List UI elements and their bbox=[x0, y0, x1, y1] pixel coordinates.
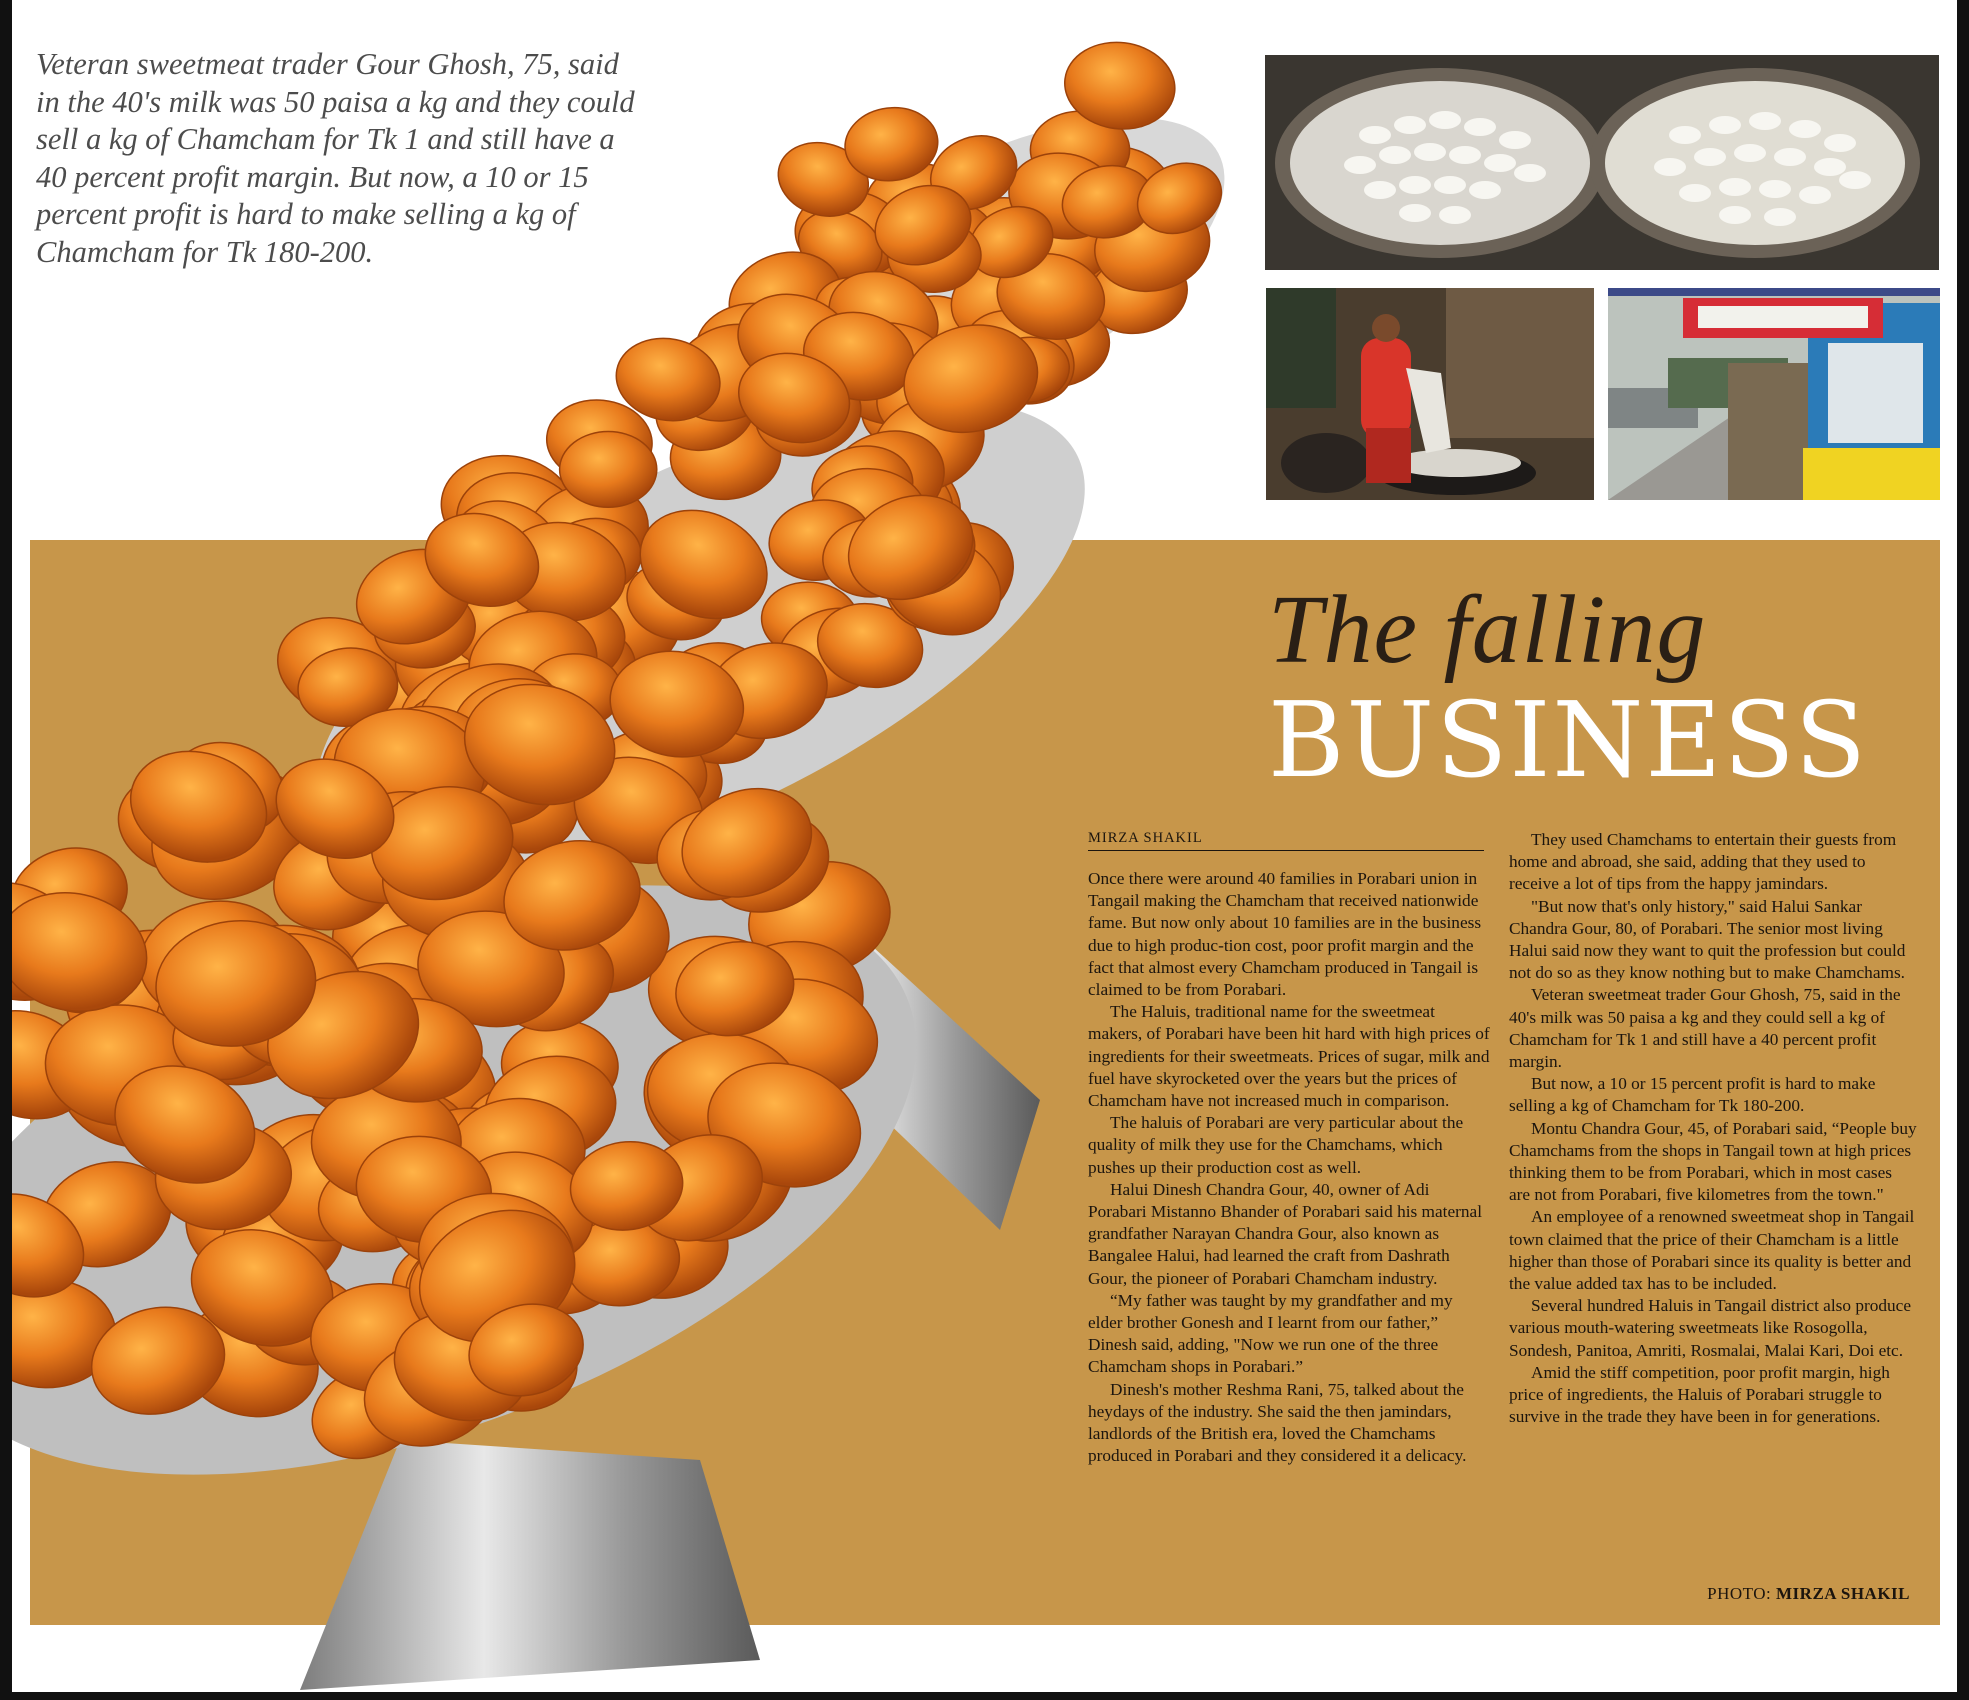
headline-line-2: BUSINESS bbox=[1268, 679, 1868, 801]
photo-credit bbox=[1620, 1584, 1910, 1604]
pull-quote: Veteran sweetmeat trader Gour Ghosh, 75, said in the 40's milk was 50 paisa a kg and they could sell a kg of Chamcham for Tk 1 and still have a 40 percent profit margin. But now, a 10 or 15 percent profit is hard to make selling a kg of Chamcham for Tk 180-200. bbox=[36, 47, 635, 269]
paragraph: Halui Dinesh Chandra Gour, 40, owner of Adi Porabari Mistanno Bhander of Porabari said his maternal grandfather Narayan Chandra Gour, also known as Bangalee Halui, had learned the craft from Dashrath Gour, the pioneer of Porabari Chamcham industry. bbox=[1088, 1179, 1483, 1288]
photo-credit-name: MIRZA SHAKIL bbox=[1776, 1584, 1910, 1603]
paragraph: Several hundred Haluis in Tangail district also produce various mouth-watering sweetmeats like Rosogolla, Sondesh, Panitoa, Amriti, Rosmalai, Malai Kari, Doi etc. bbox=[1509, 1296, 1912, 1360]
paragraph: Montu Chandra Gour, 45, of Porabari said, “People buy Chamchams from the shops in Tangail town at high prices thinking them to be from Porabari, which in most cases are not from Porabari, five kilometres from the town." bbox=[1509, 1118, 1917, 1205]
article-column-2 bbox=[1509, 829, 1917, 1428]
byline: MIRZA SHAKIL bbox=[1088, 830, 1203, 846]
headline bbox=[1268, 576, 1908, 801]
photo-white-sweets bbox=[1265, 55, 1939, 270]
photo-porabari-street bbox=[1608, 288, 1940, 500]
paragraph: Amid the stiff competition, poor profit margin, high price of ingredients, the Haluis of Porabari struggle to survive in the trade they have been in for generations. bbox=[1509, 1362, 1890, 1427]
paragraph: "But now that's only history," said Halui Sankar Chandra Gour, 80, of Porabari. The senior most living Halui said now they want to quit the profession but could not do so as they know nothing but to make Chamchams. bbox=[1509, 896, 1906, 983]
paragraph: Once there were around 40 families in Porabari union in Tangail making the Chamcham that received nationwide fame. But now only about 10 families are in the business due to high produc-tion cost, poor profit margin and the fact that almost every Chamcham produced in Tangail is claimed to be from Porabari. bbox=[1088, 869, 1482, 1000]
paragraph: They used Chamchams to entertain their guests from home and abroad, she said, adding that they used to receive a lot of tips from the happy jamindars. bbox=[1509, 830, 1897, 894]
photo-credit-label: PHOTO: bbox=[1707, 1584, 1776, 1603]
paragraph: The Haluis, traditional name for the sweetmeat makers, of Porabari have been hit hard with high prices of ingredients for their sweetmeats. Prices of sugar, milk and fuel have skyrocketed over the years but the prices of Chamcham have not increased much in comparison. bbox=[1088, 1002, 1490, 1111]
paragraph: Dinesh's mother Reshma Rani, 75, talked about the heydays of the industry. She said the then jamindars, landlords of the British era, loved the Chamchams produced in Porabari and they considered it a delicacy. bbox=[1088, 1379, 1467, 1466]
paragraph: An employee of a renowned sweetmeat shop in Tangail town claimed that the price of their Chamcham is a little higher than those of Porabari since its quality is better and the value added tax has to be included. bbox=[1509, 1207, 1915, 1294]
paragraph: The haluis of Porabari are very particular about the quality of milk they use for the Chamchams, which pushes up their production cost as well. bbox=[1088, 1113, 1464, 1177]
chamcham-ball bbox=[560, 432, 657, 508]
photo-woman-boiling-milk bbox=[1266, 288, 1594, 500]
headline-line-1: The falling bbox=[1268, 576, 1707, 684]
paragraph: Veteran sweetmeat trader Gour Ghosh, 75, said in the 40's milk was 50 paisa a kg and they could sell a kg of Chamcham for Tk 1 and still have a 40 percent profit margin. bbox=[1509, 985, 1901, 1072]
paragraph: But now, a 10 or 15 percent profit is hard to make selling a kg of Chamcham for Tk 180-200. bbox=[1509, 1074, 1876, 1116]
byline-rule bbox=[1088, 850, 1484, 851]
article-column-1 bbox=[1088, 868, 1491, 1467]
paragraph: “My father was taught by my grandfather and my elder brother Gonesh and I learnt from our father,” Dinesh said, adding, "Now we run one of the three Chamcham shops in Porabari.” bbox=[1088, 1290, 1453, 1377]
